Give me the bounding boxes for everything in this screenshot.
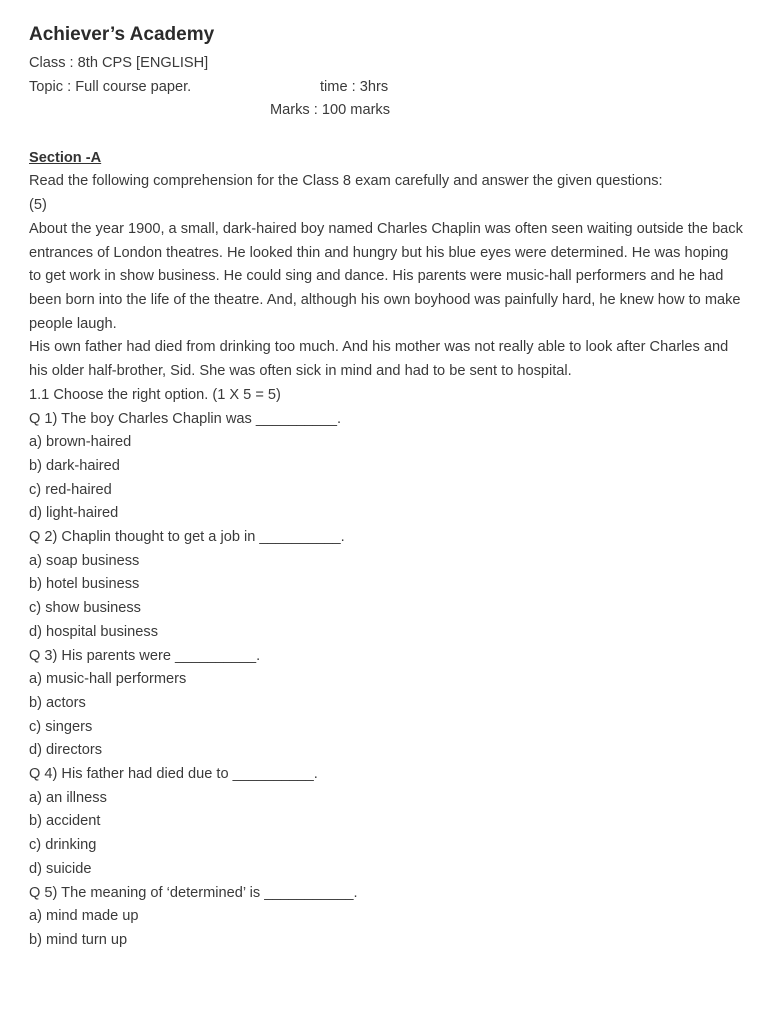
option-d: d) directors: [29, 742, 102, 759]
option-b: b) mind turn up: [29, 931, 128, 948]
question-3: [29, 645, 744, 764]
marks-text: Marks : 100 marks: [270, 102, 391, 119]
question-text: Q 1) The boy Charles Chaplin was __________.: [29, 410, 342, 427]
section-heading: Section -A: [29, 149, 102, 166]
question-text: Q 3) His parents were __________.: [29, 647, 261, 664]
class-line: Class : 8th CPS [ENGLISH]: [29, 55, 209, 71]
option-b: b) hotel business: [29, 576, 140, 593]
option-c: c) singers: [29, 718, 93, 735]
option-b: b) dark-haired: [29, 457, 120, 474]
question-1: [29, 408, 744, 527]
question-text: Q 5) The meaning of ‘determined’ is ___________.: [29, 884, 358, 901]
time-text: time : 3hrs: [320, 78, 389, 95]
question-text: Q 4) His father had died due to __________.: [29, 766, 318, 783]
option-b: b) actors: [29, 694, 86, 711]
option-a: a) brown-haired: [29, 434, 132, 451]
school-title: Achiever’s Academy: [29, 24, 215, 45]
option-a: a) mind made up: [29, 908, 139, 925]
option-c: c) red-haired: [29, 481, 112, 498]
document: [29, 22, 744, 953]
topic-row: [29, 76, 744, 100]
question-4: [29, 763, 744, 882]
option-d: d) suicide: [29, 860, 92, 877]
option-c: c) show business: [29, 600, 141, 617]
topic-text: Topic : Full course paper.: [29, 78, 192, 95]
question-5: [29, 882, 744, 953]
question-text: Q 2) Chaplin thought to get a job in __________.: [29, 529, 345, 546]
option-a: a) soap business: [29, 552, 140, 569]
option-a: a) an illness: [29, 789, 107, 806]
option-a: a) music-hall performers: [29, 671, 187, 688]
spacer: [29, 123, 744, 147]
instructions-marks: (5): [29, 197, 47, 214]
option-c: c) drinking: [29, 837, 97, 854]
option-d: d) light-haired: [29, 505, 119, 522]
passage-paragraph: His own father had died from drinking too much. And his mother was not really able to look after Charles and his older half-brother, Sid. She was often sick in mind and had to be sent to hospital.: [29, 339, 729, 380]
option-d: d) hospital business: [29, 623, 158, 640]
option-b: b) accident: [29, 813, 101, 830]
passage-paragraph: About the year 1900, a small, dark-haired boy named Charles Chaplin was often seen waiting outside the back entrances of London theatres. He looked thin and hungry but his blue eyes were determined. He was hoping to get work in show business. He could sing and dance. His parents were music-hall performers and he had been born into the life of the theatre. And, although his own boyhood was painfully hard, he knew how to make people laugh.: [29, 220, 743, 332]
question-2: [29, 526, 744, 645]
instructions: Read the following comprehension for the Class 8 exam carefully and answer the given questions:: [29, 173, 663, 190]
subsection-heading: 1.1 Choose the right option. (1 X 5 = 5): [29, 386, 281, 403]
